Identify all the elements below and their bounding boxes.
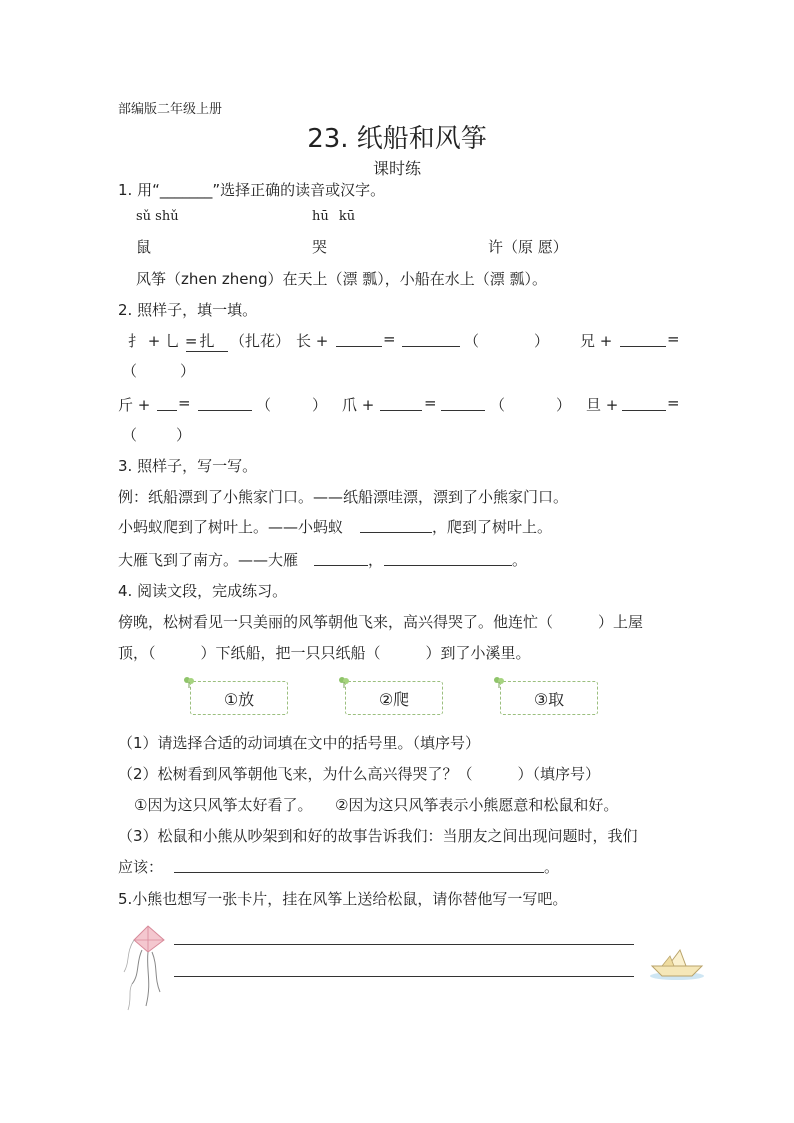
q4-para-line-2: 顶，（ ）下纸船，把一只只纸船（ ）到了小溪里。	[118, 644, 531, 662]
q2-blank-2a[interactable]	[620, 346, 666, 347]
q1-sentence: 风筝（zhen zheng）在天上（漂 瓢），小船在水上（漂 瓢）。	[136, 270, 548, 288]
option-label-1: ①放	[223, 689, 255, 709]
option-label-2: ②爬	[378, 689, 410, 709]
q2-eq-1: =	[383, 330, 396, 348]
q2-blank-3a[interactable]	[157, 410, 177, 411]
q2-paren-close-3: ）	[312, 396, 328, 414]
q2-eq-3: =	[178, 394, 191, 412]
q1-pinyin-1: sǔ shǔ	[136, 209, 179, 224]
leaf-icon	[493, 676, 505, 688]
q2-paren-close-2: ）	[180, 362, 196, 380]
q2-paren-open-2: （	[122, 362, 138, 380]
edition-label: 部编版二年级上册	[118, 102, 223, 117]
q3-example: 例：纸船漂到了小熊家门口。——纸船漂哇漂，漂到了小熊家门口。	[118, 488, 569, 506]
q1-char-1: 鼠	[136, 238, 152, 256]
q2-paren-close-4: ）	[556, 396, 572, 414]
q3-s2a: 大雁飞到了南方。——大雁	[118, 551, 299, 569]
q4-sub1: （1）请选择合适的动词填在文中的括号里。（填序号）	[118, 734, 481, 752]
q2-paren-close-1: ）	[534, 332, 550, 350]
q5-writing-line-1[interactable]	[174, 944, 634, 945]
q3-s2b: ，	[368, 551, 384, 569]
q2-eq-4: =	[424, 394, 437, 412]
leaf-icon	[183, 676, 195, 688]
option-label-3: ③取	[533, 689, 565, 709]
q2-paren-open-1: （	[464, 332, 480, 350]
q2-paren-open-4: （	[490, 396, 506, 414]
option-box-3	[500, 681, 598, 715]
q2-paren-open-3: （	[256, 396, 272, 414]
q2-item-5: 旦 +	[586, 396, 619, 414]
q2-prompt: 2. 照样子，填一填。	[118, 301, 258, 319]
option-box-2	[345, 681, 443, 715]
q1-pinyin-2: hū kū	[312, 209, 356, 224]
q2-blank-4a[interactable]	[380, 410, 422, 411]
q2-blank-4b[interactable]	[441, 410, 485, 411]
q3-s1b: ，爬到了树叶上。	[432, 518, 553, 536]
q2-item-1: 长 +	[296, 332, 329, 350]
leaf-icon	[338, 676, 350, 688]
q4-sub2-options: ①因为这只风筝太好看了。 ②因为这只风筝表示小熊愿意和松鼠和好。	[134, 796, 619, 814]
q5-writing-line-2[interactable]	[174, 976, 634, 977]
q2-paren-open-5: （	[122, 426, 138, 444]
q1-prompt: 1. 用“_______”选择正确的读音或汉字。	[118, 181, 386, 199]
q2-example-answer: 扎	[186, 330, 228, 352]
q2-blank-1b[interactable]	[402, 346, 460, 347]
q4-sub3-line-2: 应该：	[118, 858, 164, 876]
q1-char-2: 哭	[312, 238, 328, 256]
q3-prompt: 3. 照样子，写一写。	[118, 457, 258, 475]
q2-blank-1a[interactable]	[336, 346, 382, 347]
q2-blank-5a[interactable]	[622, 410, 666, 411]
q2-item-4: 爪 +	[342, 396, 375, 414]
q2-item-3: 斤 +	[118, 396, 151, 414]
q3-blank-3[interactable]	[384, 565, 512, 566]
q2-eq-2: =	[667, 330, 680, 348]
paper-boat-icon	[648, 948, 706, 982]
q2-paren-close-5: ）	[176, 426, 192, 444]
kite-icon	[118, 922, 174, 1014]
q1-char-3: 许（原 愿）	[488, 238, 568, 256]
q3-s2c: 。	[512, 551, 528, 569]
q4-sub3-end: 。	[544, 858, 560, 876]
page-subtitle: 课时练	[372, 159, 421, 178]
q5-prompt: 5.小熊也想写一张卡片，挂在风筝上送给松鼠，请你替他写一写吧。	[118, 890, 568, 908]
q4-sub3-line-1: （3）松鼠和小熊从吵架到和好的故事告诉我们：当朋友之间出现问题时，我们	[118, 827, 638, 845]
page-title: 23. 纸船和风筝	[307, 124, 487, 154]
q4-sub3-blank[interactable]	[174, 872, 544, 873]
q2-example-left: 扌 + 乚 =	[128, 332, 198, 350]
q4-prompt: 4. 阅读文段，完成练习。	[118, 582, 288, 600]
q3-blank-2[interactable]	[314, 565, 368, 566]
q2-example-word: （扎花）	[230, 332, 291, 350]
option-box-1	[190, 681, 288, 715]
q3-s1a: 小蚂蚁爬到了树叶上。——小蚂蚁	[118, 518, 344, 536]
q4-sub2: （2）松树看到风筝朝他飞来，为什么高兴得哭了？（ ）（填序号）	[118, 765, 601, 783]
q2-eq-5: =	[667, 394, 680, 412]
q2-blank-3b[interactable]	[198, 410, 252, 411]
q3-blank-1[interactable]	[360, 532, 432, 533]
q4-para-line-1: 傍晚，松树看见一只美丽的风筝朝他飞来，高兴得哭了。他连忙（ ）上屋	[118, 613, 644, 631]
q2-item-2: 兄 +	[580, 332, 613, 350]
